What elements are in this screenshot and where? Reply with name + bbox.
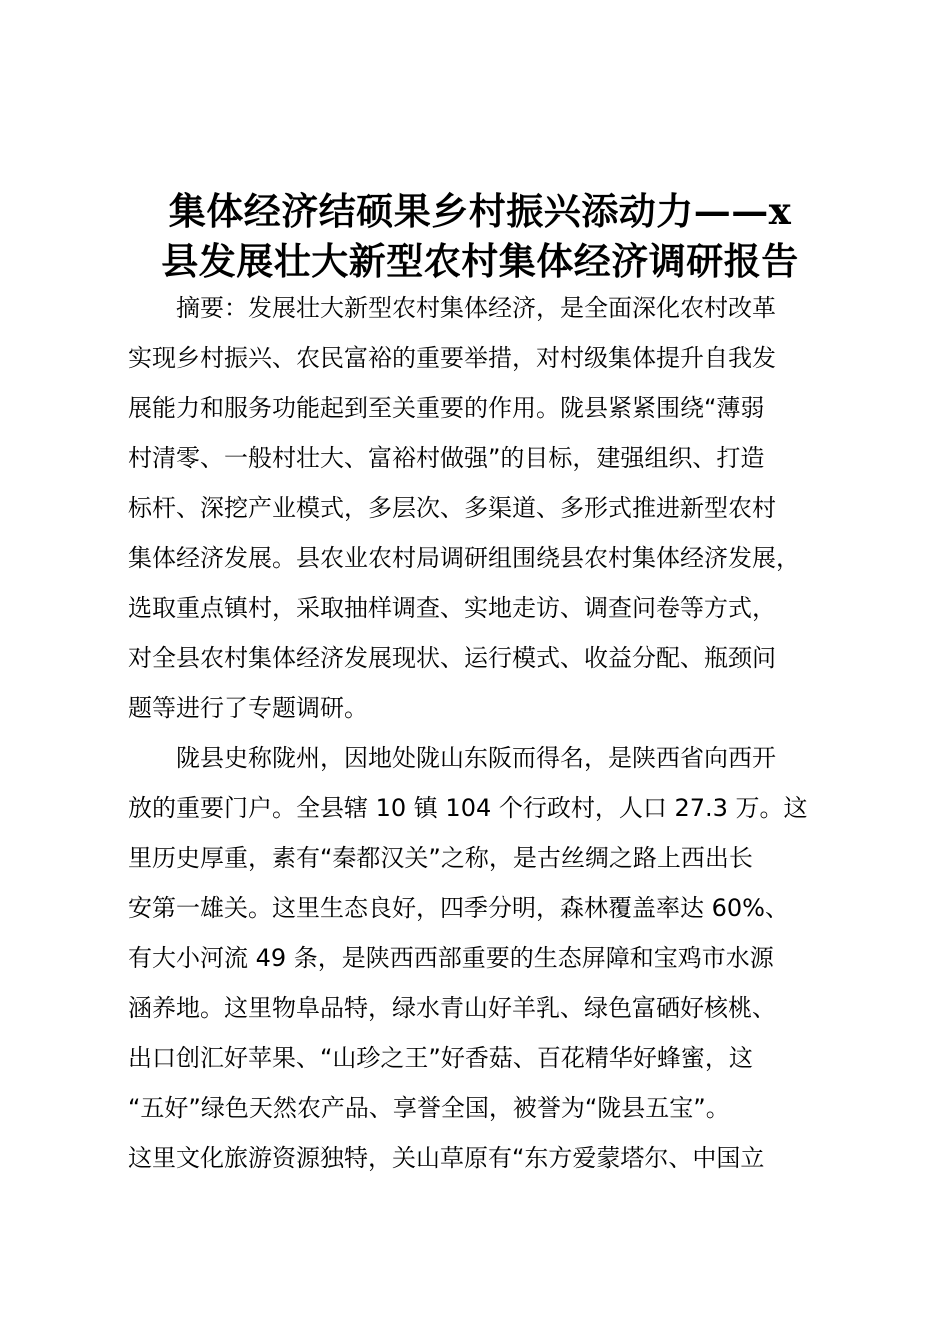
text-line: 里历史厚重，素有“秦都汉关”之称，是古丝绸之路上西出长 <box>128 844 753 872</box>
text-line: 放的重要门户。全县辖 10 镇 104 个行政村，人口 27.3 万。这 <box>128 794 808 822</box>
text-line: 对全县农村集体经济发展现状、运行模式、收益分配、瓶颈问 <box>128 644 776 672</box>
text-line: 陇县史称陇州，因地处陇山东阪而得名，是陕西省向西开 <box>176 744 776 772</box>
text-line: 题等进行了专题调研。 <box>128 694 368 722</box>
text-line: “五好”绿色天然农产品、享誉全国，被誉为“陇县五宝”。 <box>128 1094 730 1122</box>
text-line: 涵养地。这里物阜品特，绿水青山好羊乳、绿色富硒好核桃、 <box>128 994 776 1022</box>
text-line: 安第一雄关。这里生态良好，四季分明，森林覆盖率达 60%、 <box>128 894 789 922</box>
text-line: 集体经济发展。县农业农村局调研组围绕县农村集体经济发展， <box>128 544 800 572</box>
title-line-1: 集体经济结硕果乡村振兴添动力——x <box>168 189 792 233</box>
text-line: 标杆、深挖产业模式，多层次、多渠道、多形式推进新型农村 <box>128 494 776 522</box>
text-line: 选取重点镇村，采取抽样调查、实地走访、调查问卷等方式， <box>128 594 776 622</box>
text-line: 出口创汇好苹果、“山珍之王”好香菇、百花精华好蜂蜜，这 <box>128 1044 753 1072</box>
text-line: 有大小河流 49 条，是陕西西部重要的生态屏障和宝鸡市水源 <box>128 944 774 972</box>
text-line: 摘要：发展壮大新型农村集体经济，是全面深化农村改革 <box>176 294 776 322</box>
intro-paragraph <box>128 733 828 1183</box>
text-line: 这里文化旅游资源独特，关山草原有“东方爱蒙塔尔、中国立 <box>128 1144 765 1172</box>
text-line: 展能力和服务功能起到至关重要的作用。陇县紧紧围绕“薄弱 <box>128 394 765 422</box>
text-line: 实现乡村振兴、农民富裕的重要举措，对村级集体提升自我发 <box>128 344 776 372</box>
document-body <box>128 283 828 1183</box>
abstract-paragraph <box>128 283 828 733</box>
document-title <box>120 186 840 286</box>
title-line-2: 县发展壮大新型农村集体经济调研报告 <box>161 239 799 283</box>
text-line: 村清零、一般村壮大、富裕村做强”的目标，建强组织、打造 <box>128 444 765 472</box>
